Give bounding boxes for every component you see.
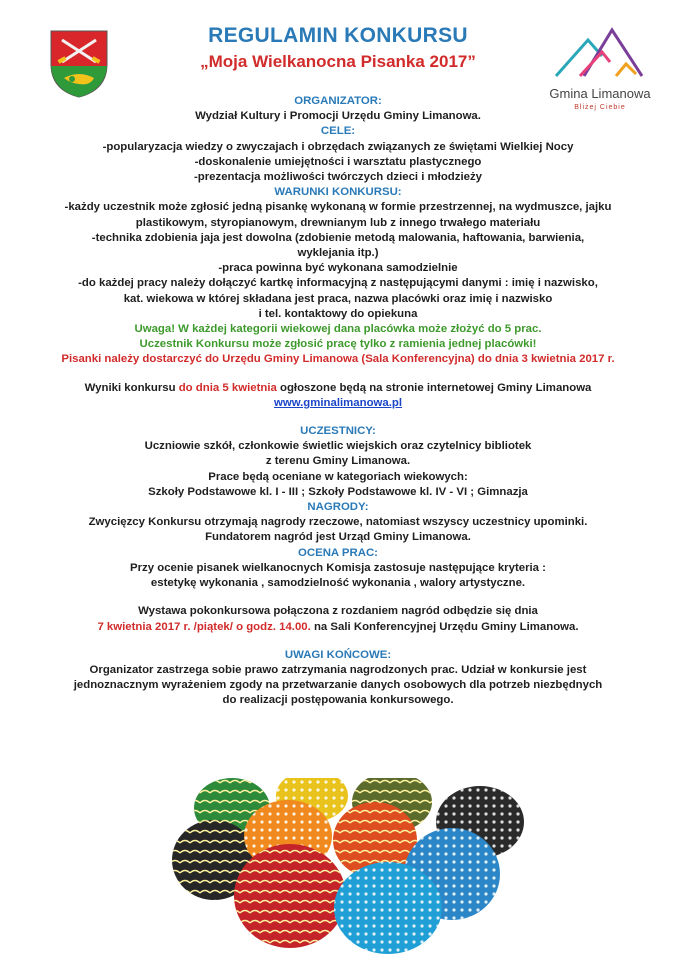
condition-line: -do każdej pracy należy dołączyć kartkę informacyjną z następującymi danymi : imię i nazwisko, [78,277,598,290]
awards-line: Fundatorem nagród jest Urząd Gminy Limanowa. [205,531,471,544]
goals-heading: CELE: [320,125,356,138]
organizer-text: Wydział Kultury i Promocji Urzędu Gminy Limanowa. [195,110,481,123]
condition-line: wyklejania itp.) [297,247,379,260]
goal-item: -popularyzacja wiedzy o zwyczajach i obrzędach związanych ze świętami Wielkiej Nocy [102,140,574,153]
participants-line: Prace będą oceniane w kategoriach wiekowych: [208,470,468,483]
results-text-after: ogłoszone będą na stronie internetowej Gminy Limanowa [276,381,592,394]
conditions-heading: WARUNKI KONKURSU: [274,186,402,199]
awards-line: Zwycięzcy Konkursu otrzymają nagrody rzeczowe, natomiast wszyscy uczestnicy upominki. [88,516,588,529]
participants-line: Szkoły Podstawowe kl. I - III ; Szkoły Podstawowe kl. IV - VI ; Gimnazja [148,485,528,498]
logo-name: Gmina Limanowa [549,86,651,101]
exhibition-date: 7 kwietnia 2017 r. /piątek/ o godz. 14.00. [97,620,311,633]
final-notes-heading: UWAGI KOŃCOWE: [284,648,392,661]
condition-line: kat. wiekowa w której składana jest praca, nazwa placówki oraz imię i nazwisko [123,292,553,305]
exhibition-line: Wystawa pokonkursowa połączona z rozdaniem nagród odbędzie się dnia [138,605,538,618]
exhibition-line-2 [30,620,646,635]
note-green: Uczestnik Konkursu może zgłosić pracę tylko z ramienia jednej placówki! [139,338,537,351]
page-title: REGULAMIN KONKURSU [208,24,468,47]
final-notes-line: do realizacji postępowania konkursowego. [222,694,454,707]
condition-line: plastikowym, styropianowym, drewnianym lub z innego trwałego materiału [135,216,541,229]
website-link[interactable]: www.gminalimanowa.pl [273,396,403,409]
condition-line: -praca powinna być wykonana samodzielnie [218,262,458,275]
results-text-before: Wyniki konkursu [84,381,179,394]
painted-easter-eggs-image [170,778,530,956]
condition-line: -technika zdobienia jaja jest dowolna (zdobienie metodą malowania, haftowania, barwienia, [91,231,585,244]
condition-line: -każdy uczestnik może zgłosić jedną pisankę wykonaną w formie przestrzennej, na wydmuszce, jajku [64,201,612,214]
results-text [30,381,646,396]
participants-line: z terenu Gminy Limanowa. [265,455,411,468]
condition-line: i tel. kontaktowy do opiekuna [258,307,418,320]
final-notes-line: jednoznacznym wyrażeniem zgody na przetwarzanie danych osobowych dla potrzeb niezbędnych [73,679,603,692]
goal-item: -prezentacja możliwości twórczych dzieci i młodzieży [193,171,482,184]
participants-heading: UCZESTNICY: [300,425,376,438]
note-green: Uwaga! W każdej kategorii wiekowej dana placówka może złożyć do 5 prac. [134,323,542,336]
evaluation-line: Przy ocenie pisanek wielkanocnych Komisja zastosuje następujące kryteria : [130,561,546,574]
goal-item: -doskonalenie umiejętności i warsztatu plastycznego [194,155,482,168]
evaluation-line: estetykę wykonania , samodzielność wykonania , walory artystyczne. [150,577,526,590]
participants-line: Uczniowie szkół, członkowie świetlic wiejskich oraz czytelnicy bibliotek [144,440,532,453]
exhibition-place: na Sali Konferencyjnej Urzędu Gminy Limanowa. [310,620,579,633]
evaluation-heading: OCENA PRAC: [298,546,378,559]
results-date: do dnia 5 kwietnia [178,381,277,394]
page-subtitle: „Moja Wielkanocna Pisanka 2017” [200,52,476,71]
logo-tagline: Bliżej Ciebie [574,104,626,111]
delivery-deadline: Pisanki należy dostarczyć do Urzędu Gminy Limanowa (Sala Konferencyjna) do dnia 3 kwietnia 2017 r. [61,353,615,366]
organizer-heading: ORGANIZATOR: [294,95,382,107]
awards-heading: NAGRODY: [307,501,369,514]
rules-content [30,94,646,709]
final-notes-line: Organizator zastrzega sobie prawo zatrzymania nagrodzonych prac. Udział w konkursie jest [89,663,587,676]
